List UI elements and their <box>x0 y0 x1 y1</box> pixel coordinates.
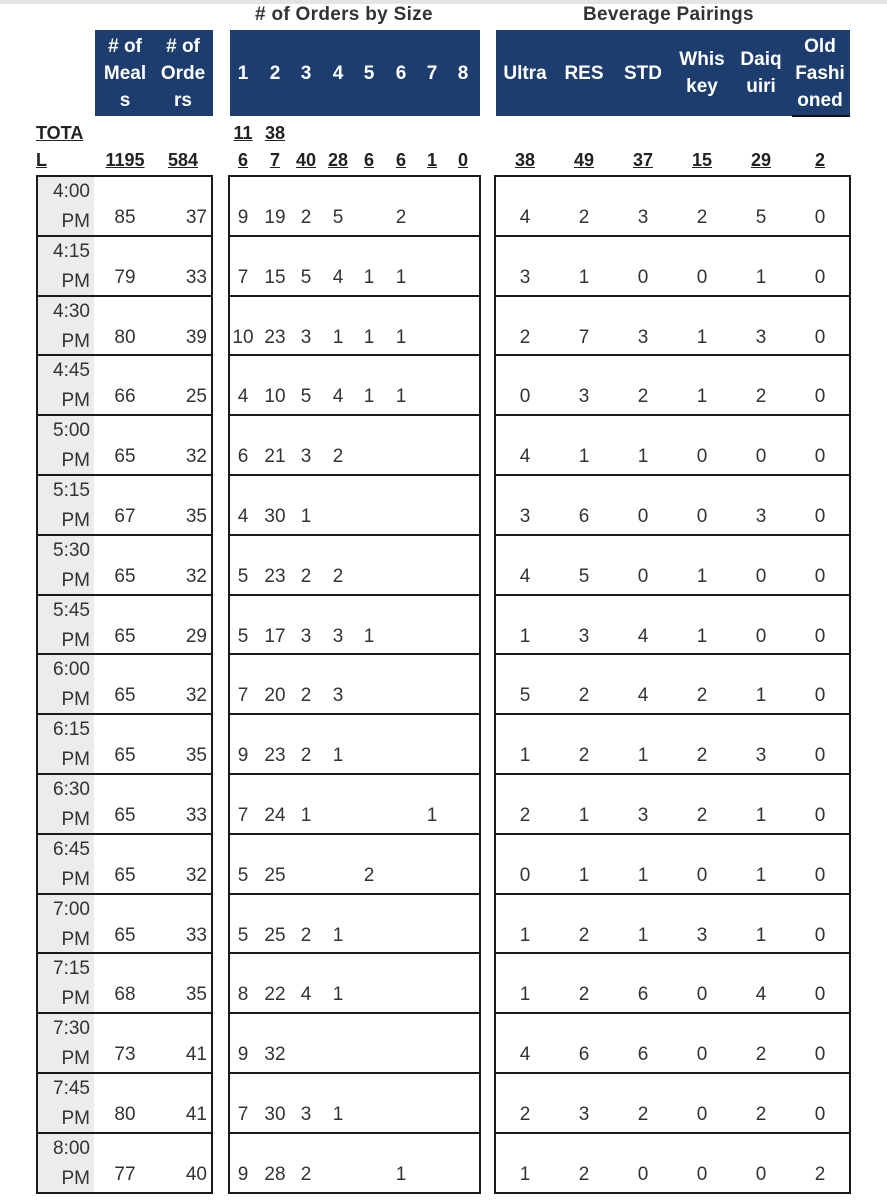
beverage-cell: 1 <box>696 625 708 647</box>
beverage-cell: 1 <box>637 446 649 468</box>
row-divider <box>494 1012 851 1014</box>
meals-cell: 73 <box>114 1044 136 1066</box>
beverage-cell: 6 <box>578 506 590 527</box>
beverage-cell: 0 <box>696 1163 708 1185</box>
beverage-total: 15 <box>691 150 713 170</box>
beverage-cell: 4 <box>519 565 531 587</box>
beverage-cell: 0 <box>696 1104 708 1125</box>
orders-column-header: # of Orde rs <box>160 35 206 111</box>
time-cell: 4:00 PM <box>38 177 94 235</box>
meals-cell: 80 <box>114 326 136 348</box>
row-divider <box>494 773 851 775</box>
beverage-cell: 2 <box>519 326 531 348</box>
orders-cell: 35 <box>185 984 207 1006</box>
beverage-cell: 5 <box>578 565 590 587</box>
size-cell: 22 <box>264 984 286 1006</box>
time-cell: 7:00 PM <box>38 895 94 953</box>
size-cell: 4 <box>237 386 249 408</box>
beverage-column-header: STD <box>624 62 662 84</box>
time-cell: 6:30 PM <box>38 775 94 833</box>
orders-cell: 32 <box>185 565 207 587</box>
beverage-cell: 0 <box>814 984 826 1006</box>
beverage-cell: 4 <box>637 625 649 647</box>
beverage-cell: 6 <box>637 984 649 1006</box>
beverage-cell: 1 <box>637 864 649 886</box>
size-column-header: 4 <box>332 62 344 84</box>
beverage-cell: 0 <box>814 1044 826 1066</box>
beverage-cell: 0 <box>814 805 826 826</box>
beverage-cell: 2 <box>519 1104 531 1125</box>
size-cell: 4 <box>237 506 249 527</box>
size-cell: 1 <box>332 984 344 1006</box>
meals-cell: 65 <box>114 565 136 587</box>
size-cell: 2 <box>395 207 407 228</box>
orders-cell: 41 <box>185 1044 207 1066</box>
row-divider <box>494 414 851 416</box>
size-cell: 10 <box>232 326 254 348</box>
size-cell: 3 <box>300 446 312 468</box>
beverage-cell: 1 <box>519 984 531 1006</box>
beverage-cell: 5 <box>755 207 767 228</box>
orders-cell: 41 <box>185 1104 207 1125</box>
row-divider <box>228 1072 481 1074</box>
size-cell: 25 <box>264 924 286 946</box>
beverage-cell: 0 <box>696 266 708 288</box>
size-column-header: 8 <box>457 62 469 84</box>
beverage-cell: 3 <box>578 386 590 408</box>
beverage-cell: 3 <box>755 745 767 767</box>
beverage-column-header: Whis key <box>679 49 725 97</box>
beverage-column-header: Old Fashi oned <box>795 35 845 111</box>
size-cell: 1 <box>395 266 407 288</box>
orders-cell: 35 <box>185 506 207 527</box>
beverage-cell: 3 <box>696 924 708 946</box>
beverage-column-header: Daiq uiri <box>740 49 782 97</box>
size-cell: 2 <box>363 864 375 886</box>
beverage-cell: 0 <box>755 565 767 587</box>
beverage-total: 38 <box>514 150 536 170</box>
beverage-cell: 0 <box>637 266 649 288</box>
total-meals: 1195 <box>105 150 145 170</box>
beverage-cell: 2 <box>578 685 590 707</box>
time-cell: 5:00 PM <box>38 416 94 474</box>
orders-cell: 29 <box>185 625 207 647</box>
beverage-cell: 2 <box>519 805 531 826</box>
row-divider <box>228 1132 481 1134</box>
beverage-cell: 1 <box>578 266 590 288</box>
beverage-cell: 7 <box>578 326 590 348</box>
size-cell: 2 <box>300 685 312 707</box>
size-cell: 3 <box>332 625 344 647</box>
beverage-cell: 4 <box>519 446 531 468</box>
row-divider <box>494 295 851 297</box>
time-cell: 8:00 PM <box>38 1134 94 1192</box>
size-total: 28 <box>327 150 349 170</box>
size-cell: 2 <box>332 446 344 468</box>
orders-cell: 33 <box>185 266 207 288</box>
size-cell: 3 <box>332 685 344 707</box>
size-cell: 24 <box>264 805 286 826</box>
size-cell: 1 <box>395 1163 407 1185</box>
beverage-cell: 2 <box>696 805 708 826</box>
beverage-cell: 3 <box>578 625 590 647</box>
beverage-cell: 2 <box>814 1163 826 1185</box>
size-cell: 21 <box>264 446 286 468</box>
size-cell: 6 <box>237 446 249 468</box>
size-cell: 5 <box>332 207 344 228</box>
size-cell: 1 <box>332 924 344 946</box>
beverage-total: 2 <box>814 150 825 170</box>
beverage-cell: 0 <box>637 565 649 587</box>
time-cell: 7:45 PM <box>38 1074 94 1132</box>
row-divider <box>494 653 851 655</box>
orders-cell: 32 <box>185 446 207 468</box>
size-cell: 1 <box>363 326 375 348</box>
size-cell: 4 <box>300 984 312 1006</box>
beverage-pairings-title: Beverage Pairings <box>583 4 754 25</box>
beverage-cell: 0 <box>755 1163 767 1185</box>
size-cell: 23 <box>264 745 286 767</box>
beverage-cell: 0 <box>814 745 826 767</box>
beverage-cell: 0 <box>696 984 708 1006</box>
beverage-cell: 0 <box>814 685 826 707</box>
orders-cell: 35 <box>185 745 207 767</box>
beverage-cell: 0 <box>814 864 826 886</box>
beverage-cell: 6 <box>637 1044 649 1066</box>
size-cell: 2 <box>300 565 312 587</box>
orders-cell: 39 <box>185 326 207 348</box>
beverage-cell: 1 <box>755 266 767 288</box>
row-divider <box>228 414 481 416</box>
meals-cell: 65 <box>114 625 136 647</box>
row-divider <box>494 893 851 895</box>
row-divider <box>228 594 481 596</box>
meals-cell: 79 <box>114 266 136 288</box>
size-cell: 2 <box>300 207 312 228</box>
size-cell: 3 <box>300 326 312 348</box>
size-cell: 23 <box>264 565 286 587</box>
size-cell: 32 <box>264 1044 286 1066</box>
orders-by-size-title: # of Orders by Size <box>255 4 433 25</box>
beverage-cell: 0 <box>814 565 826 587</box>
beverage-cell: 2 <box>755 1104 767 1125</box>
row-divider <box>494 1132 851 1134</box>
row-divider <box>494 474 851 476</box>
size-cell: 17 <box>264 625 286 647</box>
beverage-cell: 3 <box>519 506 531 527</box>
orders-cell: 40 <box>185 1163 207 1185</box>
row-divider <box>228 1012 481 1014</box>
beverage-cell: 3 <box>637 207 649 228</box>
beverage-cell: 1 <box>519 924 531 946</box>
time-cell: 6:45 PM <box>38 835 94 893</box>
beverage-cell: 0 <box>814 207 826 228</box>
size-cell: 15 <box>264 266 286 288</box>
size-total: 0 <box>457 150 468 170</box>
row-divider <box>228 295 481 297</box>
row-divider <box>228 534 481 536</box>
beverage-cell: 1 <box>519 1163 531 1185</box>
beverage-cell: 3 <box>519 266 531 288</box>
beverage-total: 29 <box>750 150 772 170</box>
beverage-cell: 2 <box>696 745 708 767</box>
beverage-cell: 2 <box>578 745 590 767</box>
size-cell: 1 <box>332 1104 344 1125</box>
beverage-cell: 2 <box>578 207 590 228</box>
size-cell: 5 <box>237 924 249 946</box>
size-cell: 1 <box>300 506 312 527</box>
size-column-header: 7 <box>426 62 438 84</box>
size-column-header: 2 <box>269 62 281 84</box>
beverage-cell: 0 <box>637 506 649 527</box>
row-divider <box>494 713 851 715</box>
total-orders: 584 <box>167 150 199 170</box>
beverage-cell: 0 <box>696 446 708 468</box>
beverage-cell: 0 <box>755 446 767 468</box>
meals-column-header: # of Meal s <box>103 35 147 111</box>
beverage-cell: 6 <box>578 1044 590 1066</box>
orders-cell: 32 <box>185 864 207 886</box>
size-cell: 10 <box>264 386 286 408</box>
beverage-cell: 2 <box>755 1044 767 1066</box>
beverage-cell: 1 <box>578 446 590 468</box>
meals-cell: 68 <box>114 984 136 1006</box>
size-cell: 2 <box>300 924 312 946</box>
size-cell: 20 <box>264 685 286 707</box>
size-cell: 1 <box>395 386 407 408</box>
beverage-cell: 0 <box>814 446 826 468</box>
row-divider <box>228 713 481 715</box>
meals-cell: 77 <box>114 1163 136 1185</box>
beverage-cell: 1 <box>637 745 649 767</box>
meals-cell: 65 <box>114 864 136 886</box>
size-cell: 8 <box>237 984 249 1006</box>
beverage-cell: 1 <box>637 924 649 946</box>
size-cell: 3 <box>300 625 312 647</box>
time-cell: 7:15 PM <box>38 954 94 1012</box>
time-cell: 5:15 PM <box>38 476 94 534</box>
beverage-cell: 2 <box>696 685 708 707</box>
row-divider <box>494 952 851 954</box>
row-divider <box>228 952 481 954</box>
beverage-cell: 1 <box>578 864 590 886</box>
size-cell: 2 <box>332 565 344 587</box>
row-divider <box>494 534 851 536</box>
size-cell: 28 <box>264 1163 286 1185</box>
size-cell: 5 <box>237 864 249 886</box>
size-total: 6 <box>395 150 406 170</box>
row-divider <box>228 235 481 237</box>
size-column-header: 1 <box>237 62 249 84</box>
beverage-cell: 4 <box>519 207 531 228</box>
time-cell: 4:30 PM <box>38 297 94 355</box>
size-cell: 4 <box>332 386 344 408</box>
size-cell: 7 <box>237 266 249 288</box>
orders-cell: 32 <box>185 685 207 707</box>
time-cell: 7:30 PM <box>38 1014 94 1072</box>
size-cell: 4 <box>332 266 344 288</box>
beverage-cell: 0 <box>814 1104 826 1125</box>
beverage-cell: 0 <box>814 625 826 647</box>
size-cell: 9 <box>237 745 249 767</box>
size-total: 11 6 <box>233 123 253 170</box>
size-cell: 2 <box>300 745 312 767</box>
size-cell: 3 <box>300 1104 312 1125</box>
beverage-cell: 4 <box>637 685 649 707</box>
beverage-cell: 1 <box>755 805 767 826</box>
beverage-cell: 0 <box>696 864 708 886</box>
beverage-cell: 1 <box>519 745 531 767</box>
size-column-header: 5 <box>363 62 375 84</box>
meals-cell: 85 <box>114 207 136 228</box>
beverage-cell: 5 <box>519 685 531 707</box>
meals-cell: 65 <box>114 685 136 707</box>
beverage-column-header: Ultra <box>503 62 547 84</box>
beverage-cell: 4 <box>519 1044 531 1066</box>
row-divider <box>494 235 851 237</box>
size-cell: 1 <box>395 326 407 348</box>
row-divider <box>494 833 851 835</box>
beverage-column-header: RES <box>564 62 604 84</box>
beverage-cell: 0 <box>519 864 531 886</box>
top-border <box>0 0 887 4</box>
beverage-cell: 1 <box>696 565 708 587</box>
beverage-total: 49 <box>573 150 595 170</box>
beverage-cell: 2 <box>578 924 590 946</box>
time-cell: 4:45 PM <box>38 356 94 414</box>
size-cell: 1 <box>300 805 312 826</box>
size-cell: 5 <box>237 625 249 647</box>
meals-cell: 65 <box>114 805 136 826</box>
orders-cell: 33 <box>185 924 207 946</box>
size-cell: 2 <box>300 1163 312 1185</box>
beverage-cell: 2 <box>637 386 649 408</box>
row-divider <box>228 474 481 476</box>
row-divider <box>494 354 851 356</box>
meals-cell: 65 <box>114 745 136 767</box>
row-divider <box>228 773 481 775</box>
size-column-header: 3 <box>300 62 312 84</box>
orders-cell: 25 <box>185 386 207 408</box>
beverage-cell: 1 <box>578 805 590 826</box>
beverage-frame <box>494 175 851 1194</box>
size-cell: 5 <box>300 266 312 288</box>
meals-cell: 65 <box>114 924 136 946</box>
beverage-cell: 0 <box>755 625 767 647</box>
beverage-cell: 2 <box>578 984 590 1006</box>
beverage-cell: 0 <box>696 506 708 527</box>
time-cell: 6:15 PM <box>38 715 94 773</box>
orders-cell: 37 <box>185 207 207 228</box>
beverage-cell: 1 <box>755 685 767 707</box>
beverage-cell: 1 <box>755 924 767 946</box>
size-cell: 7 <box>237 805 249 826</box>
size-cell: 23 <box>264 326 286 348</box>
time-cell: 4:15 PM <box>38 237 94 295</box>
beverage-cell: 2 <box>755 386 767 408</box>
beverage-cell: 1 <box>696 326 708 348</box>
beverage-cell: 3 <box>755 326 767 348</box>
meals-cell: 66 <box>114 386 136 408</box>
size-cell: 19 <box>264 207 286 228</box>
size-column-header: 6 <box>395 62 407 84</box>
beverage-cell: 2 <box>578 1163 590 1185</box>
row-divider <box>228 354 481 356</box>
beverage-cell: 1 <box>519 625 531 647</box>
totals-label: TOTA L <box>36 123 84 170</box>
size-total: 1 <box>426 150 437 170</box>
size-cell: 1 <box>363 266 375 288</box>
beverage-cell: 0 <box>814 266 826 288</box>
row-divider <box>228 893 481 895</box>
beverage-cell: 0 <box>637 1163 649 1185</box>
size-cell: 1 <box>363 625 375 647</box>
row-divider <box>228 833 481 835</box>
size-total: 40 <box>295 150 317 170</box>
size-cell: 1 <box>426 805 438 826</box>
row-divider <box>494 594 851 596</box>
size-cell: 5 <box>300 386 312 408</box>
size-total: 38 7 <box>264 123 286 170</box>
size-cell: 7 <box>237 1104 249 1125</box>
beverage-cell: 2 <box>696 207 708 228</box>
size-cell: 5 <box>237 565 249 587</box>
time-cell: 5:45 PM <box>38 596 94 654</box>
size-cell: 9 <box>237 1163 249 1185</box>
beverage-cell: 1 <box>696 386 708 408</box>
row-divider <box>228 653 481 655</box>
size-cell: 1 <box>363 386 375 408</box>
beverage-cell: 0 <box>696 1044 708 1066</box>
size-cell: 1 <box>332 326 344 348</box>
meals-cell: 80 <box>114 1104 136 1125</box>
beverage-cell: 2 <box>637 1104 649 1125</box>
beverage-cell: 3 <box>755 506 767 527</box>
size-total: 6 <box>363 150 374 170</box>
size-cell: 9 <box>237 1044 249 1066</box>
size-cell: 30 <box>264 506 286 527</box>
row-divider <box>494 1072 851 1074</box>
beverage-cell: 3 <box>637 805 649 826</box>
size-cell: 1 <box>332 745 344 767</box>
time-cell: 6:00 PM <box>38 655 94 713</box>
beverage-cell: 4 <box>755 984 767 1006</box>
size-cell: 30 <box>264 1104 286 1125</box>
size-cell: 9 <box>237 207 249 228</box>
size-cell: 7 <box>237 685 249 707</box>
size-cell: 25 <box>264 864 286 886</box>
beverage-cell: 3 <box>578 1104 590 1125</box>
beverage-cell: 0 <box>519 386 531 408</box>
meals-cell: 65 <box>114 446 136 468</box>
time-cell: 5:30 PM <box>38 536 94 594</box>
beverage-cell: 1 <box>755 864 767 886</box>
beverage-cell: 0 <box>814 386 826 408</box>
orders-cell: 33 <box>185 805 207 826</box>
beverage-total: 37 <box>632 150 654 170</box>
beverage-cell: 0 <box>814 924 826 946</box>
beverage-cell: 0 <box>814 506 826 527</box>
beverage-cell: 3 <box>637 326 649 348</box>
meals-cell: 67 <box>114 506 136 527</box>
beverage-cell: 0 <box>814 326 826 348</box>
